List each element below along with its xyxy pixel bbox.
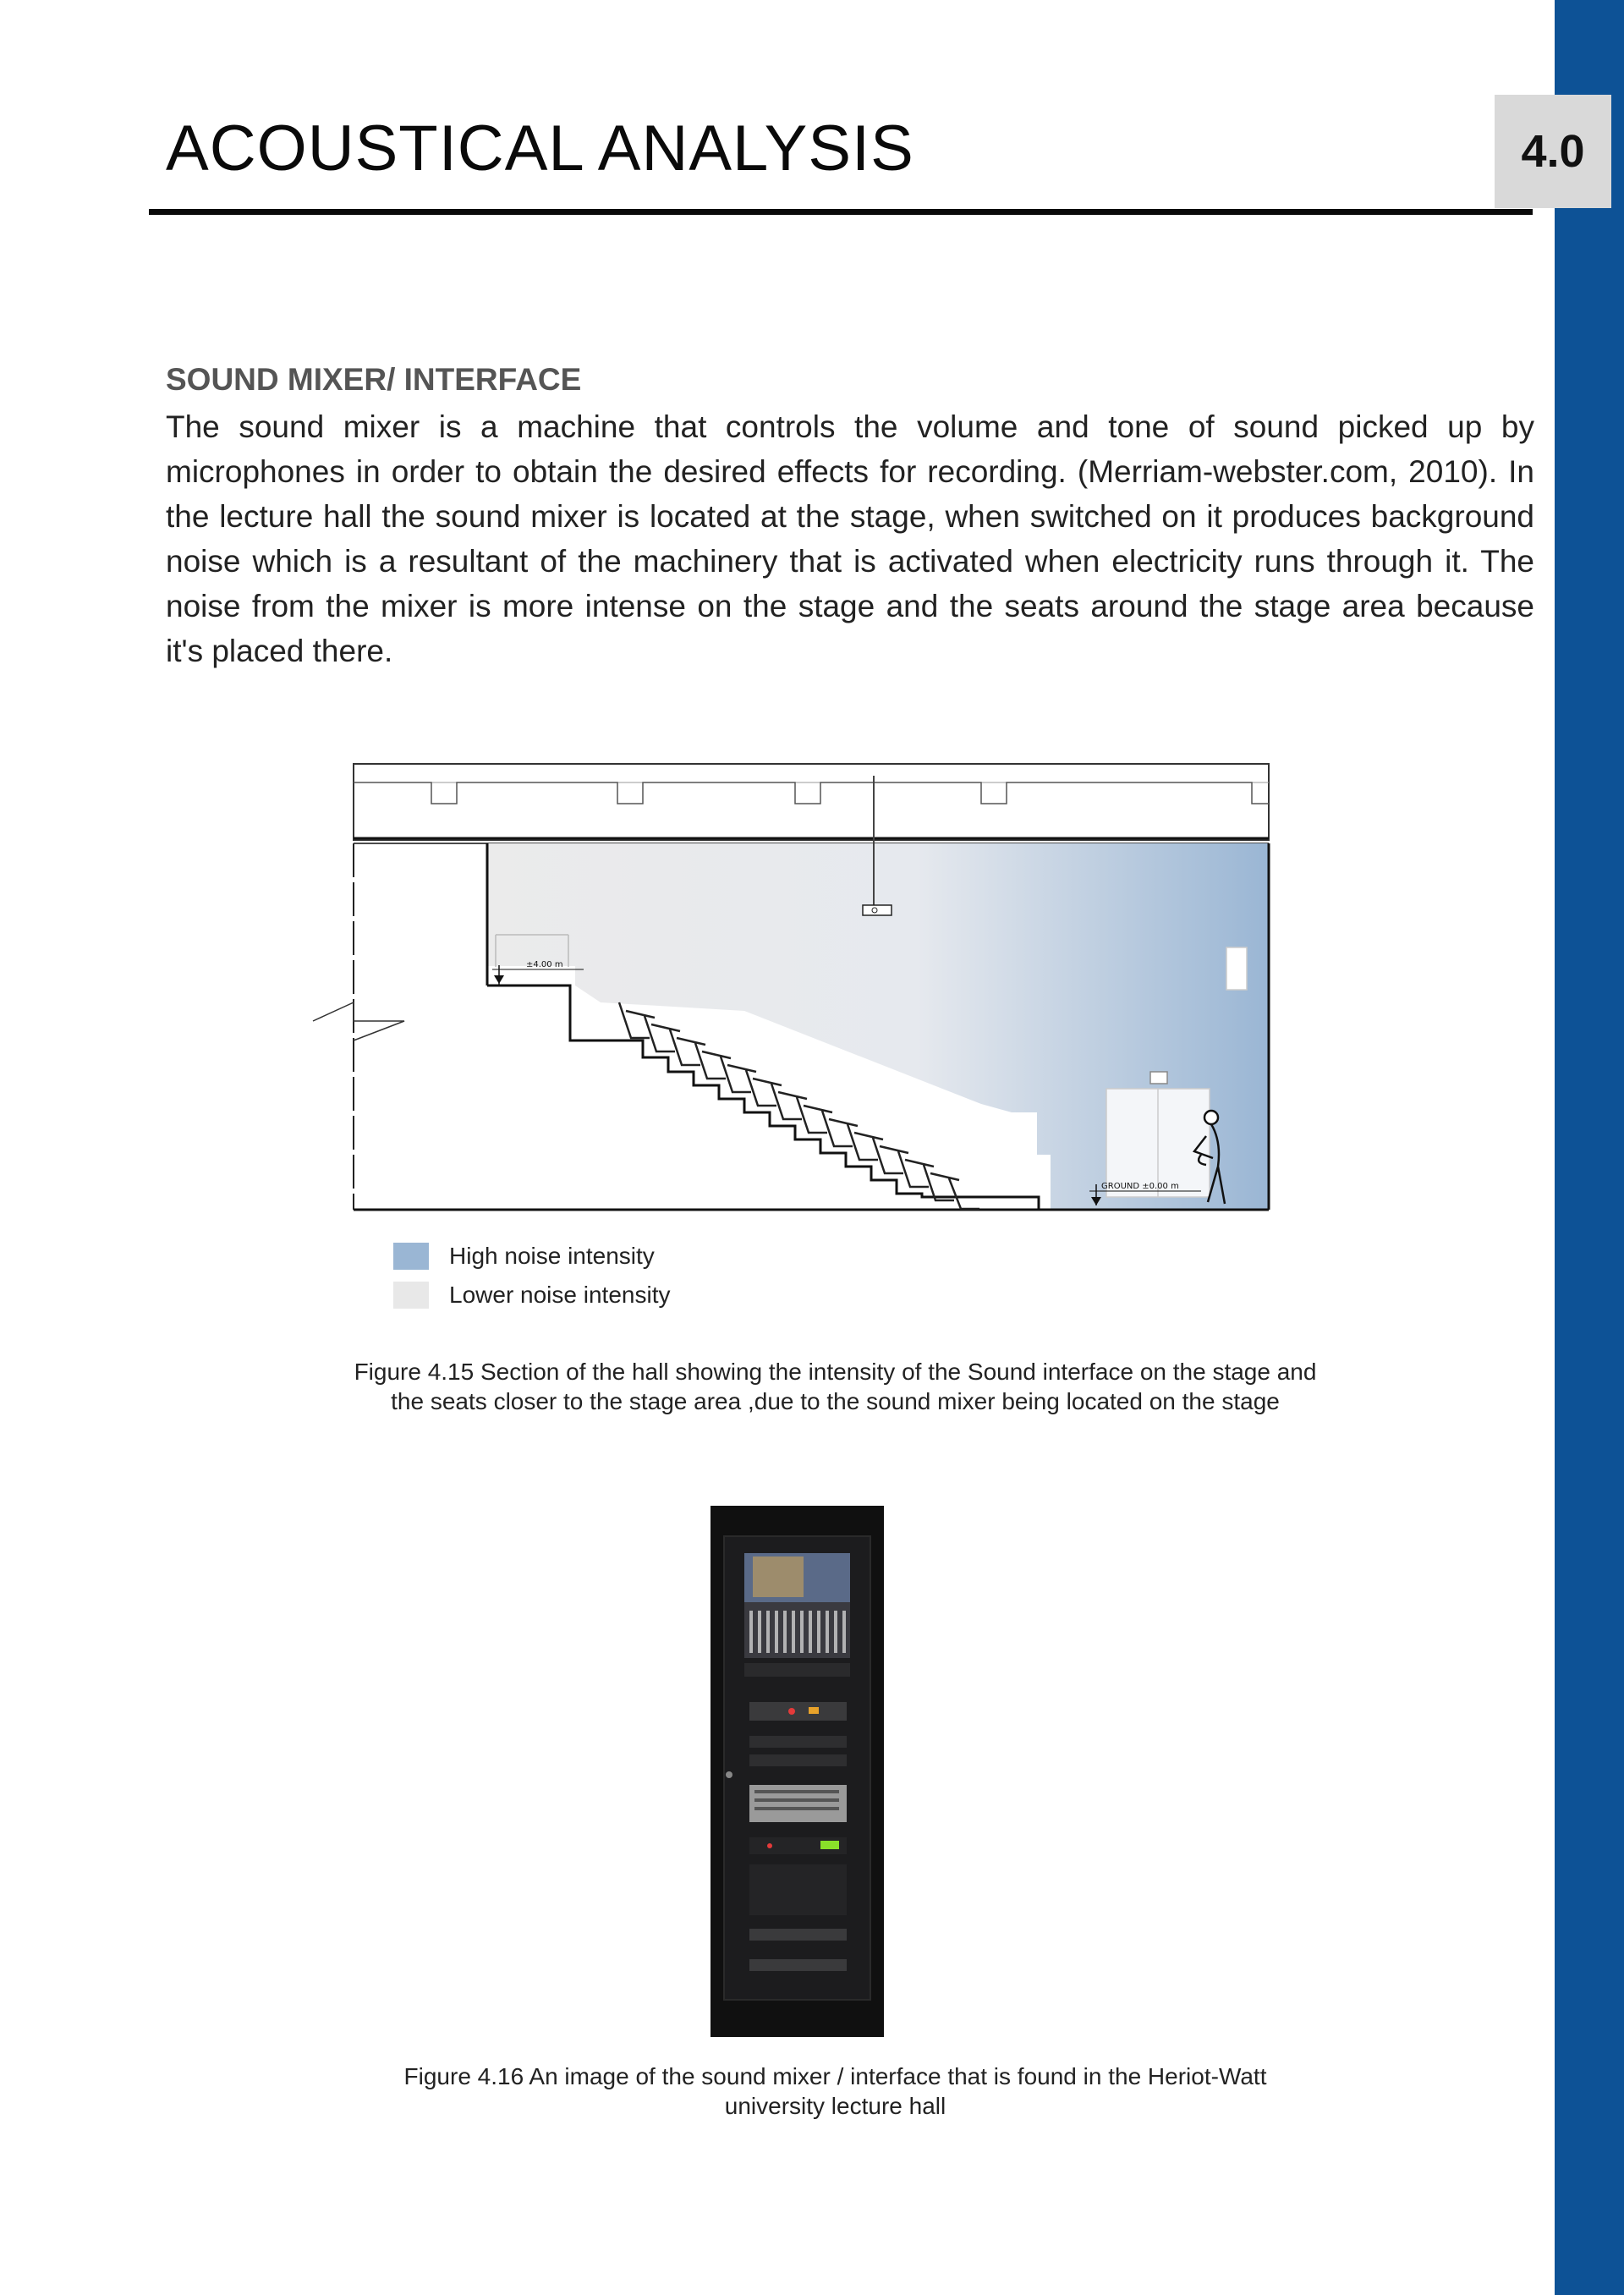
legend-label-high: High noise intensity (449, 1243, 655, 1269)
section-number-badge: 4.0 (1495, 95, 1611, 208)
figure-caption-4-16 (254, 2062, 1417, 2121)
stage-door (1106, 1072, 1210, 1197)
side-accent-bar (1555, 0, 1624, 2295)
body-paragraph: The sound mixer is a machine that controls the volume and tone of sound picked up by microphones in order to obtain the desired effects for recording. (Merriam-webster.com, 2010). In the lecture hall the sound mixer is located at the stage, when switched on it produces background noise which is a resultant of the machinery that is activated when electricity runs through it. The noise from the mixer is more intense on the stage and the seats around the stage area because it's placed there. (166, 409, 1534, 668)
level-label-ground: GROUND ±0.00 m (1101, 1182, 1179, 1191)
figure-caption-4-15 (254, 1357, 1417, 1416)
caption-4-16-line1: Figure 4.16 An image of the sound mixer / interface that is found in the Heriot-Watt (403, 2063, 1267, 2089)
level-label-upper: ±4.00 m (526, 960, 563, 969)
caption-4-15-line2: the seats closer to the stage area ,due to the sound mixer being located on the stage (391, 1388, 1280, 1414)
wall-panel (1226, 947, 1247, 990)
hall-section-drawing (304, 757, 1270, 1216)
ceiling-section (354, 764, 1269, 843)
page-title: ACOUSTICAL ANALYSIS (166, 113, 914, 184)
sound-mixer-rack-image (710, 1506, 884, 2037)
caption-4-15-line1: Figure 4.15 Section of the hall showing the intensity of the Sound interface on the stage and (354, 1359, 1317, 1385)
legend-swatch-low (393, 1282, 429, 1309)
legend-item-low (393, 1276, 670, 1315)
legend-item-high (393, 1237, 670, 1276)
legend-label-low: Lower noise intensity (449, 1282, 671, 1308)
figure-legend (393, 1237, 670, 1315)
section-heading: SOUND MIXER/ INTERFACE (166, 362, 582, 397)
legend-swatch-high (393, 1243, 429, 1270)
caption-4-16-line2: university lecture hall (724, 2093, 946, 2119)
title-divider (149, 209, 1533, 215)
